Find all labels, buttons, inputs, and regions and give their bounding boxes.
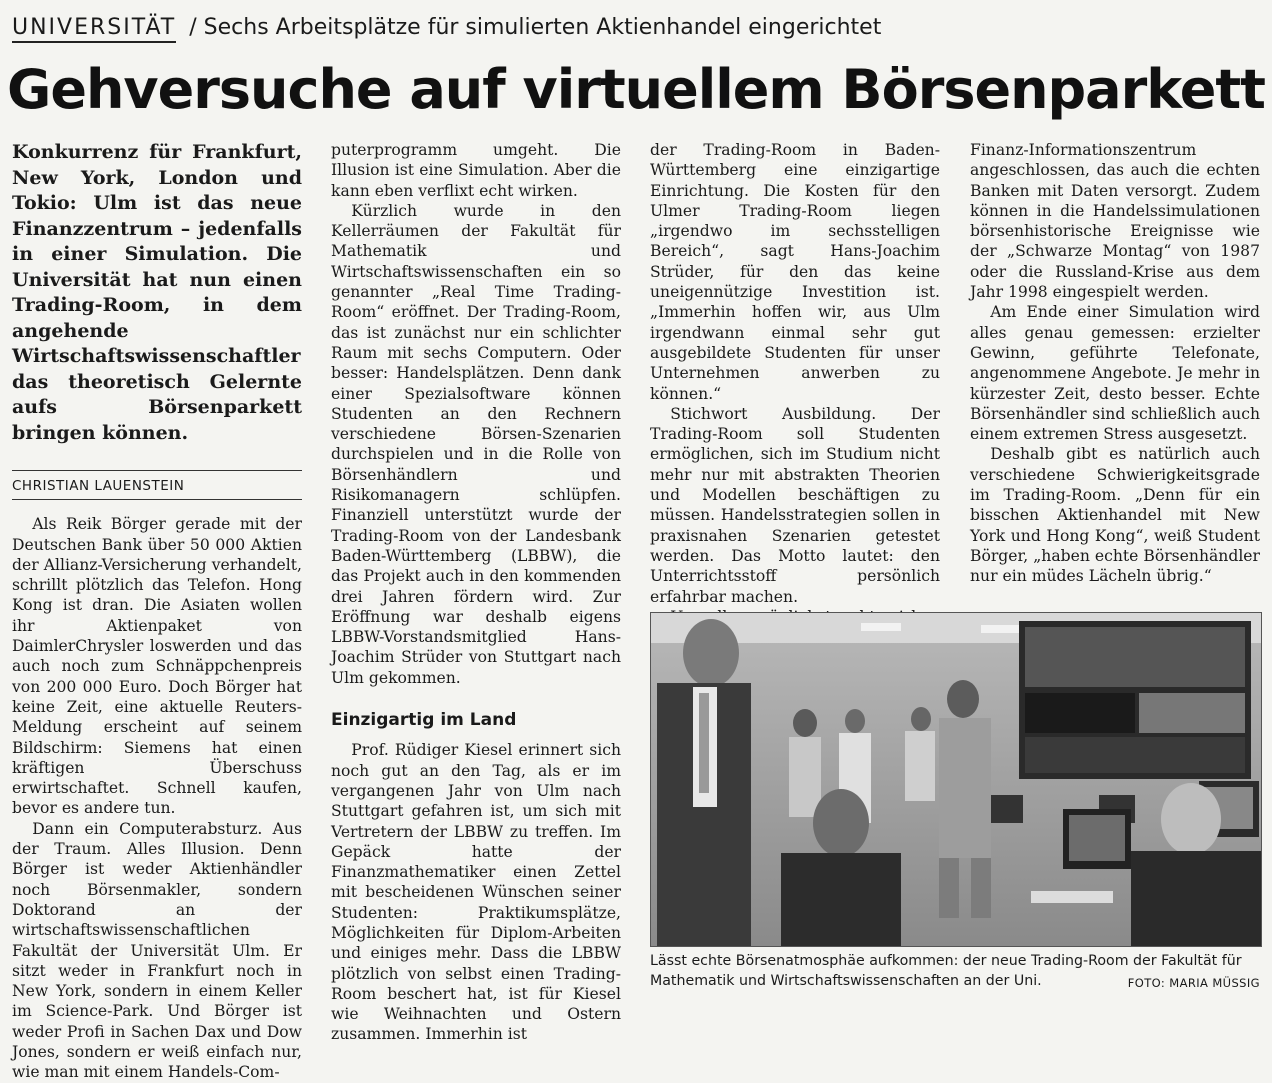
paragraph: Als Reik Börger gerade mit der Deutschen Bank über 50 000 Aktien der Allianz-Versicherung verhandelt, schrillt plötzlich das Telefon. Hong Kong ist dran. Die Asiaten wollen ihr Aktienpaket von DaimlerChrysler loswerden und das auch noch zum Schnäppchenpreis von 200 000 Euro. Doch Börger hat keine Zeit, eine aktuelle Reuters-Meldung erscheint auf seinem Bildschirm: Siemens hat einen kräftigen Überschuss erwirtschaftet. Schnell kaufen, bevor es andere tun. <box>12 515 302 818</box>
kicker-subtitle: / Sechs Arbeitsplätze für simulierten Aktienhandel eingerichtet <box>189 15 882 40</box>
column-1 <box>12 140 302 1083</box>
paragraph: Deshalb gibt es natürlich auch verschiedene Schwierigkeitsgrade im Trading-Room. „Denn für ein bisschen Aktienhandel mit New York und Hong Kong“, weiß Student Börger, „haben echte Börsenhändler nur ein müdes Lächeln übrig.“ <box>970 445 1260 586</box>
photo-credit: FOTO: MARIA MÜSSIG <box>1127 976 1260 990</box>
paragraph: Finanz-Informationszentrum angeschlossen, das auch die echten Banken mit Daten versorgt. Zudem können in die Handelssimulationen börsenhistorische Ereignisse wie der „Schwarze Montag“ von 1987 oder die Russland-Krise aus dem Jahr 1998 eingespielt werden. <box>970 141 1260 302</box>
paragraph: Stichwort Ausbildung. Der Trading-Room soll Studenten ermöglichen, sich im Studium nicht mehr nur mit abstrakten Theorien und Modellen beschäftigen zu müssen. Handelsstrategien sollen in praxisnahen Szenarien getestet werden. Das Motto lautet: den Unterrichtsstoff persönlich erfahrbar machen. <box>650 404 940 606</box>
paragraph: der Trading-Room in Baden-Württemberg eine einzigartige Einrichtung. Die Kosten für den Ulmer Trading-Room liegen „irgendwo im sechsstelligen Bereich“, sagt Hans-Joachim Strüder, für den das keine uneigennützige Investition ist. „Immerhin hoffen wir, aus Ulm irgendwann einmal sehr gut ausgebildete Studenten für unser Unternehmen anwerben zu können.“ <box>650 141 940 403</box>
lead-paragraph: Konkurrenz für Frankfurt, New York, London und Tokio: Ulm ist das neue Finanzzentrum – jedenfalls in einer Simulation. Die Universität hat nun einen Trading-Room, in dem angehende Wirtschaftswissenschaftler das theoretisch Gelernte aufs Börsenparkett bringen können. <box>12 141 302 444</box>
column-2 <box>331 140 621 1045</box>
trading-room-photo <box>650 612 1262 947</box>
headline: Gehversuche auf virtuellem Börsenparkett <box>7 58 1265 121</box>
paragraph: Dann ein Computerabsturz. Aus der Traum. Alles Illusion. Denn Börger ist weder Aktienhändler noch Börsenmakler, sondern Doktorand an der wirtschaftswissenschaftlichen Fakultät der Universität Ulm. Er sitzt weder in Frankfurt noch in New York, sondern in einem Keller im Science-Park. Und Börger ist weder Profi in Sachen Dax und Dow Jones, sondern er weiß einfach nur, wie man mit einem Handels-Com- <box>12 819 302 1082</box>
paragraph: Am Ende einer Simulation wird alles genau gemessen: erzielter Gewinn, geführte Telefonate, angenommene Angebote. Je mehr in kürzester Zeit, desto besser. Echte Börsenhändler sind schließlich auch einem extremen Stress ausgesetzt. <box>970 303 1260 444</box>
paragraph: Prof. Rüdiger Kiesel erinnert sich noch gut an den Tag, als er im vergangenen Jahr von Ulm nach Stuttgart gefahren ist, um sich mit Vertretern der LBBW zu treffen. Im Gepäck hatte der Finanzmathematiker einen Zettel mit bescheidenen Wünschen seiner Studenten: Praktikumsplätze, Möglichkeiten für Diplom-Arbeiten und einiges mehr. Dass die LBBW plötzlich von selbst einen Trading-Room beschert hat, ist für Kiesel wie Weihnachten und Ostern zusammen. Immerhin ist <box>331 741 621 1044</box>
caption-text: Lässt echte Börsenatmosphäe aufkommen: der neue Trading-Room der Fakultät für Mathematik und Wirtschaftswissenschaften an der Uni. <box>650 953 1242 989</box>
byline: CHRISTIAN LAUENSTEIN <box>12 470 302 500</box>
column-4 <box>970 140 1260 587</box>
photo-caption <box>650 951 1260 993</box>
column-3 <box>650 140 940 647</box>
subheading: Einzigartig im Land <box>331 710 517 731</box>
kicker <box>12 10 1262 46</box>
paragraph: Kürzlich wurde in den Kellerräumen der Fakultät für Mathematik und Wirtschaftswissenschaften ein so genannter „Real Time Trading-Room“ eröffnet. Der Trading-Room, das ist zunächst nur ein schlichter Raum mit sechs Computern. Oder besser: Handelsplätzen. Denn dank einer Spezialsoftware können Studenten an den Rechnern verschiedene Börsen-Szenarien durchspielen und in die Rolle von Börsenhändlern und Risikomanagern schlüpfen. Finanziell unterstützt wurde der Trading-Room von der Landesbank Baden-Württemberg (LBBW), die das Projekt auch in den kommenden drei Jahren fördern wird. Zur Eröffnung war deshalb eigens LBBW-Vorstandsmitglied Hans-Joachim Strüder von Stuttgart nach Ulm gekommen. <box>331 201 621 687</box>
section-label: UNIVERSITÄT <box>12 15 176 43</box>
paragraph: puterprogramm umgeht. Die Illusion ist eine Simulation. Aber die kann eben verflixt echt wirken. <box>331 141 621 200</box>
